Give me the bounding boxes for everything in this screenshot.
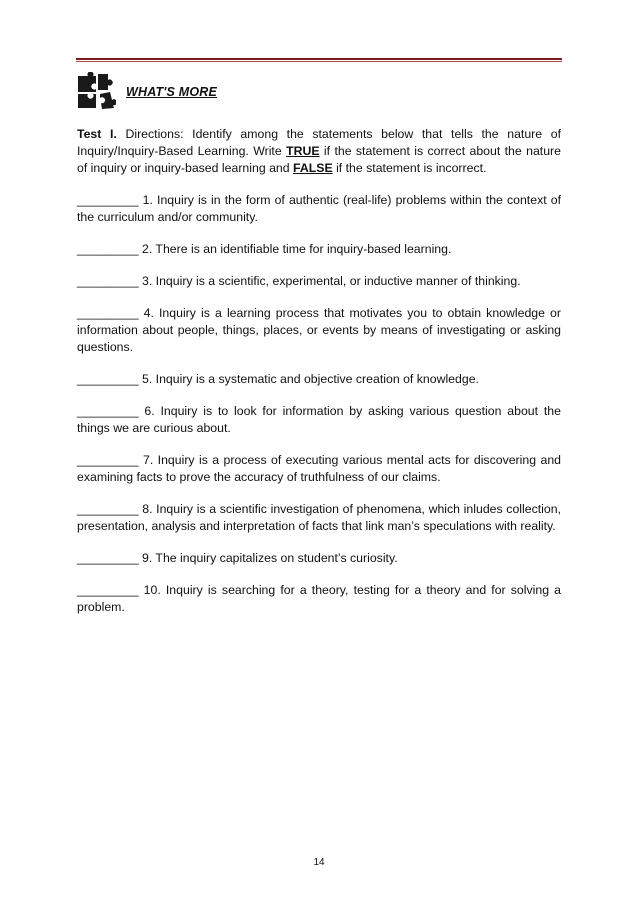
question-text: 8. Inquiry is a scientific investigation of phenomena, which inludes collection, presentation, analysis and interpretation of facts that link man’s speculations with reality. xyxy=(77,502,561,533)
question-item-2 xyxy=(77,241,561,258)
question-text: 2. There is an identifiable time for inquiry-based learning. xyxy=(138,242,452,256)
directions-text-2: if the statement is correct about the nature of inquiry or inquiry-based learning and xyxy=(77,144,561,175)
answer-blank[interactable]: _________ xyxy=(77,453,139,467)
question-item-9 xyxy=(77,550,561,567)
question-item-10 xyxy=(77,582,561,616)
question-text: 5. Inquiry is a systematic and objective creation of knowledge. xyxy=(138,372,479,386)
question-item-6 xyxy=(77,403,561,437)
directions-text-1: Directions: Identify among the statements below that tells the nature of Inquiry/Inquiry-Based Learning. Write xyxy=(77,127,561,158)
question-text: 10. Inquiry is searching for a theory, testing for a theory and for solving a problem. xyxy=(77,583,561,614)
page-number: 14 xyxy=(313,857,325,868)
question-item-7 xyxy=(77,452,561,486)
test-label: Test I. xyxy=(77,127,117,141)
puzzle-icon xyxy=(76,72,116,110)
answer-blank[interactable]: _________ xyxy=(77,242,139,256)
answer-blank[interactable]: _________ xyxy=(77,193,139,207)
answer-blank[interactable]: _________ xyxy=(77,502,139,516)
section-title: WHAT'S MORE xyxy=(126,85,218,99)
question-text: 9. The inquiry capitalizes on student’s curiosity. xyxy=(138,551,398,565)
answer-blank[interactable]: _________ xyxy=(77,372,139,386)
true-keyword: TRUE xyxy=(286,144,320,158)
question-text: 3. Inquiry is a scientific, experimental, or inductive manner of thinking. xyxy=(138,274,521,288)
answer-blank[interactable]: _________ xyxy=(77,551,139,565)
question-item-4 xyxy=(77,305,561,356)
answer-blank[interactable]: _________ xyxy=(77,306,139,320)
question-item-3 xyxy=(77,273,561,290)
answer-blank[interactable]: _________ xyxy=(77,583,139,597)
question-item-1 xyxy=(77,192,561,226)
directions-text-3: if the statement is incorrect. xyxy=(332,161,487,175)
section-header xyxy=(76,72,217,110)
question-text: 6. Inquiry is to look for information by asking various question about the things we are curious about. xyxy=(77,404,561,435)
worksheet-content xyxy=(77,126,561,631)
question-item-5 xyxy=(77,371,561,388)
question-text: 4. Inquiry is a learning process that motivates you to obtain knowledge or information about people, things, places, or events by means of investigating or asking questions. xyxy=(77,306,561,354)
question-text: 7. Inquiry is a process of executing various mental acts for discovering and examining facts to prove the accuracy of truthfulness of our claims. xyxy=(77,453,561,484)
answer-blank[interactable]: _________ xyxy=(77,274,139,288)
false-keyword: FALSE xyxy=(293,161,333,175)
header-rule xyxy=(76,58,562,62)
answer-blank[interactable]: _________ xyxy=(77,404,139,418)
question-item-8 xyxy=(77,501,561,535)
question-text: 1. Inquiry is in the form of authentic (real-life) problems within the context of the curriculum and/or community. xyxy=(77,193,561,224)
directions-paragraph xyxy=(77,126,561,177)
